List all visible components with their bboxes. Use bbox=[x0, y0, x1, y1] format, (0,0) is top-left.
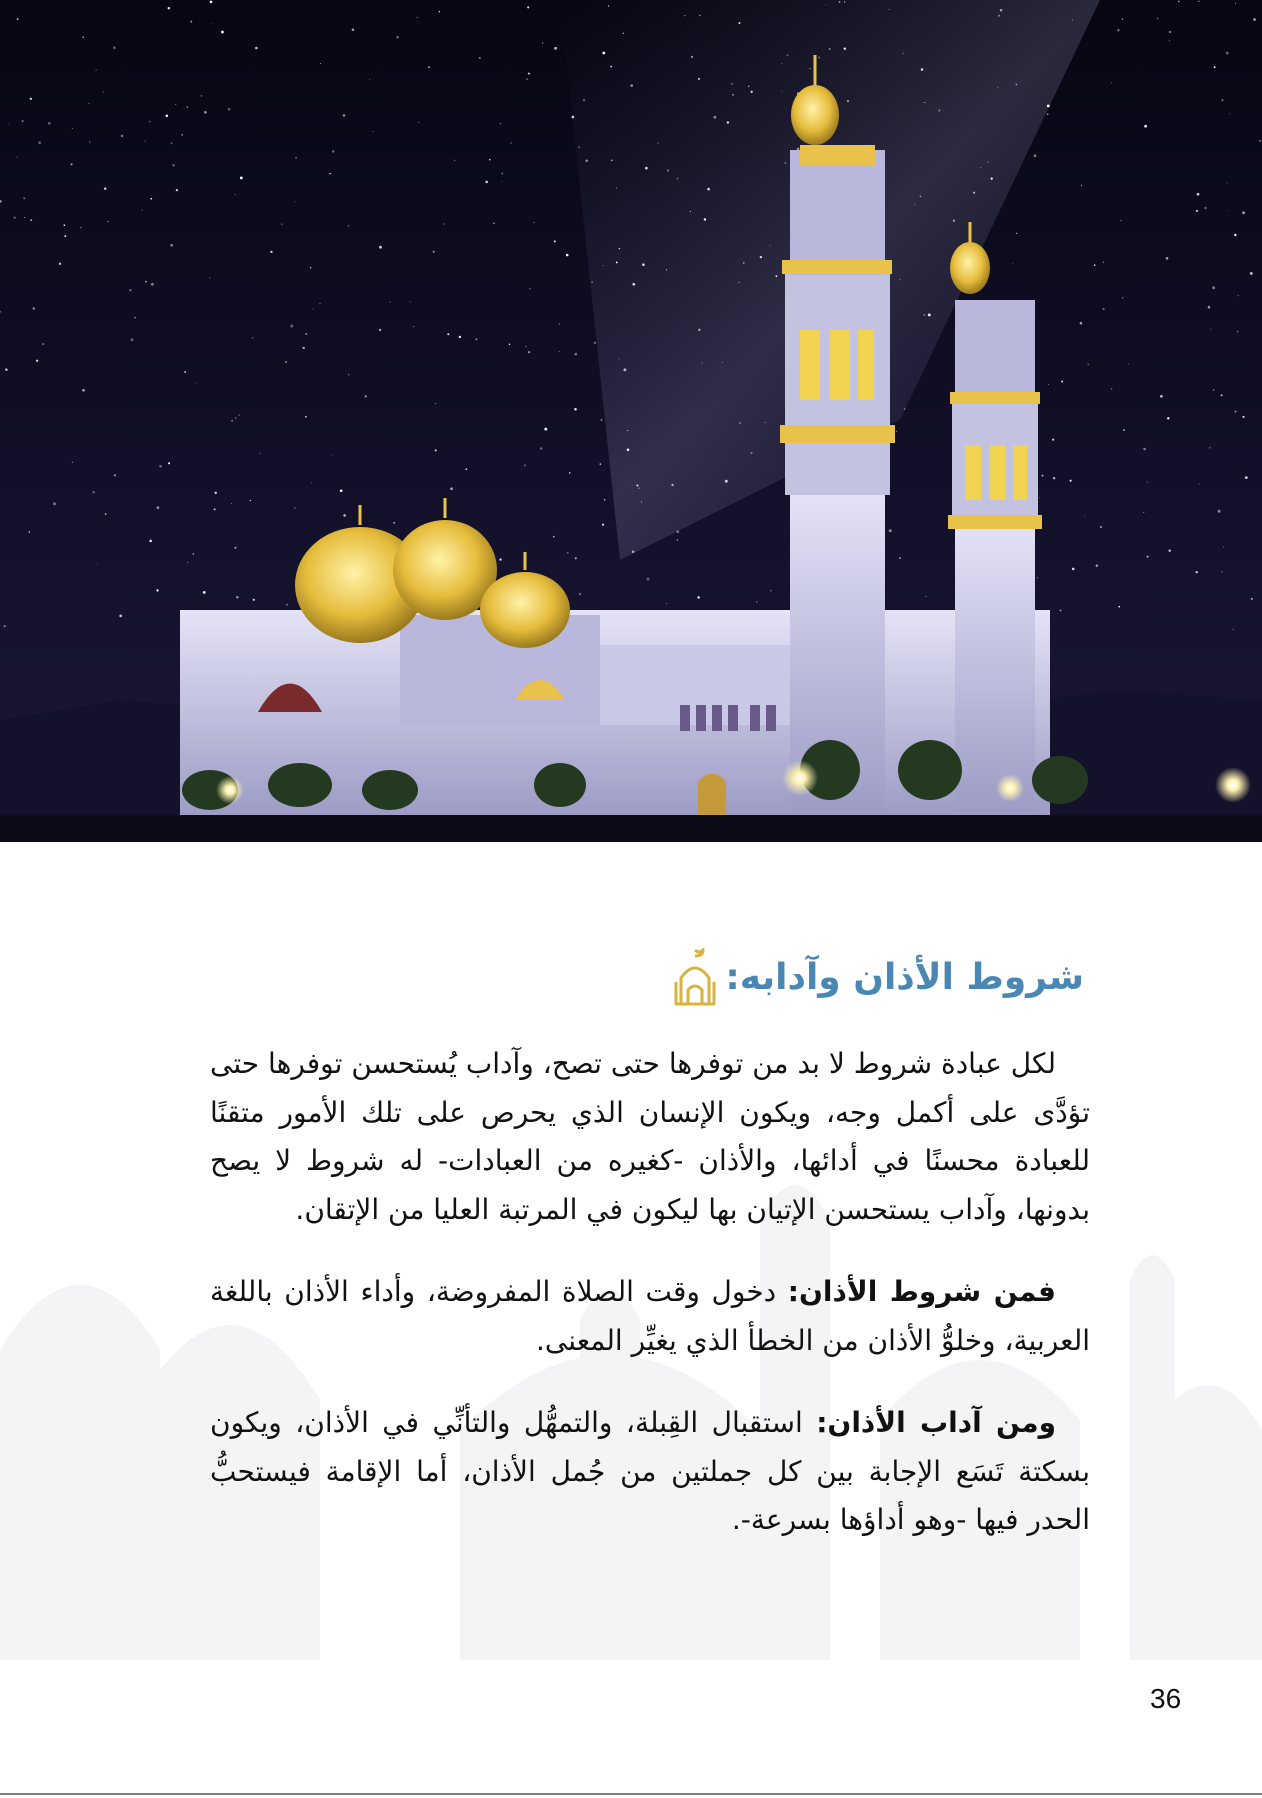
dome-right bbox=[480, 572, 570, 648]
paragraph-conditions-lead: فمن شروط الأذان: bbox=[787, 1275, 1056, 1308]
paragraph-etiquette-text: استقبال القِبلة، والتمهُّل والتأنِّي في الأذان، ويكون بسكتة تَسَع الإجابة بين كل جملتين من جُمل الأذان، أما الإقامة فيستحبُّ الحدر فيها -وهو أداؤها بسرعة-. bbox=[210, 1406, 1090, 1536]
paragraph-conditions bbox=[210, 1268, 1090, 1365]
paragraph-conditions-text: دخول وقت الصلاة المفروضة، وأداء الأذان باللغة العربية، وخلوُّ الأذان من الخطأ الذي يغيِّر المعنى. bbox=[210, 1275, 1090, 1357]
ground bbox=[0, 815, 1262, 842]
page-number: 36 bbox=[1150, 1683, 1182, 1714]
minaret-tall bbox=[780, 55, 895, 820]
section-title: شروط الأذان وآدابه: bbox=[725, 956, 1084, 998]
paragraph-etiquette bbox=[210, 1399, 1090, 1545]
section-heading bbox=[673, 948, 1084, 1006]
bottom-rule bbox=[0, 1793, 1262, 1795]
paragraph-intro-text: لكل عبادة شروط لا بد من توفرها حتى تصح، وآداب يُستحسن توفرها حتى تؤدَّى على أكمل وجه، ويكون الإنسان الذي يحرص على تلك الأمور متقنًا للعبادة محسنًا في أدائها، والأذان -كغيره من العبادات- له شروط لا يصح بدونها، وآداب يستحسن الإتيان بها ليكون في المرتبة العليا من الإتقان. bbox=[210, 1047, 1090, 1226]
paragraph-etiquette-lead: ومن آداب الأذان: bbox=[816, 1406, 1056, 1439]
paragraph-intro bbox=[210, 1040, 1090, 1234]
entrance-door bbox=[698, 774, 726, 821]
mosque-outline-icon bbox=[673, 948, 717, 1006]
mosque-night-photo bbox=[0, 0, 1262, 842]
minaret-short bbox=[948, 222, 1042, 820]
